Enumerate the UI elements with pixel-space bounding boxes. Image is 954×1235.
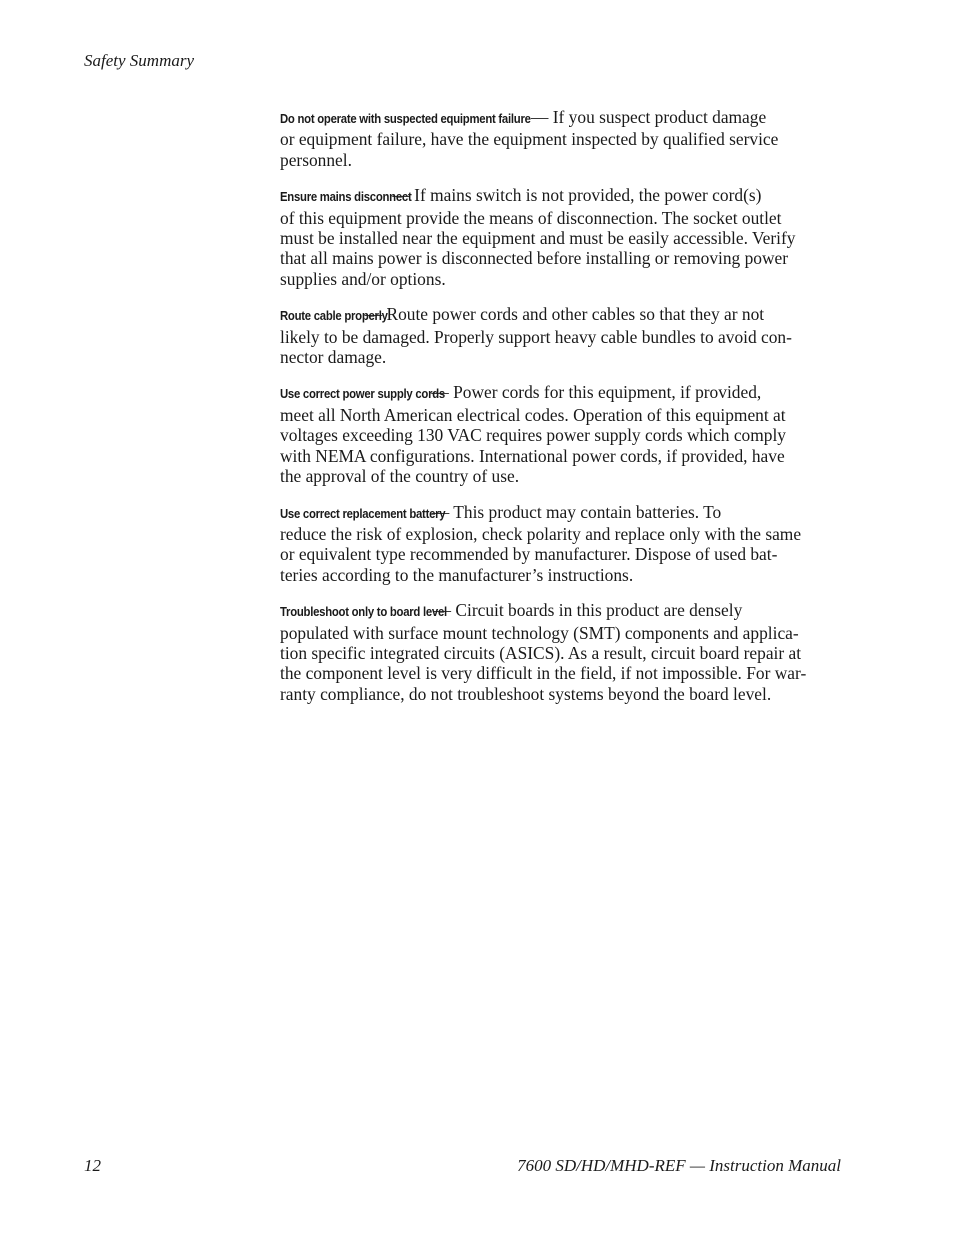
paragraph-lead: Troubleshoot only to board level [280, 604, 447, 620]
paragraph-text-line: the approval of the country of use. [280, 466, 520, 487]
paragraph-text-line: populated with surface mount technology (SMT) components and applica- [280, 622, 799, 643]
paragraph-text-line: with NEMA configurations. International power cords, if provided, have [280, 445, 785, 466]
paragraph-text-line: reduce the risk of explosion, check polarity and replace only with the same [280, 523, 802, 544]
paragraph-text-line: or equivalent type recommended by manufacturer. Dispose of used bat- [280, 544, 778, 565]
paragraph-first-line [280, 304, 840, 326]
manual-title: 7600 SD/HD/MHD-REF — Instruction Manual [517, 1156, 841, 1175]
paragraph-text-line: — This product may contain batteries. To [427, 501, 722, 522]
paragraph-text-line: tion specific integrated circuits (ASICS). As a result, circuit board repair at [280, 642, 802, 663]
paragraph-text-line: personnel. [280, 149, 352, 170]
safety-paragraph [280, 304, 840, 367]
paragraph-text-line: or equipment failure, have the equipment inspected by qualified service [280, 129, 779, 150]
paragraph-text-line: must be installed near the equipment and must be easily accessible. Verify [280, 228, 796, 249]
safety-paragraph [280, 107, 840, 170]
paragraph-text-line: — Circuit boards in this product are densely [429, 600, 743, 621]
paragraph-first-line [280, 382, 840, 404]
paragraph-first-line [280, 107, 840, 129]
paragraph-lead: Route cable properly [280, 308, 388, 324]
paragraph-text-line: teries according to the manufacturer’s instructions. [280, 564, 634, 585]
paragraph-lead: Ensure mains disconnect [280, 189, 412, 205]
paragraph-text-line: — Power cords for this equipment, if provided, [427, 382, 762, 403]
paragraph-text-line: of this equipment provide the means of disconnection. The socket outlet [280, 207, 782, 228]
paragraph-text-line: voltages exceeding 130 VAC requires power supply cords which comply [280, 425, 786, 446]
paragraph-text-line: — Route power cords and other cables so that they ar not [360, 304, 765, 325]
safety-paragraph [280, 185, 840, 289]
paragraph-first-line [280, 600, 840, 622]
paragraph-text-line: supplies and/or options. [280, 268, 446, 289]
page-number: 12 [84, 1156, 101, 1175]
paragraph-text-line: — If you suspect product damage [526, 107, 767, 127]
safety-paragraph [280, 502, 840, 586]
paragraph-lead: Do not operate with suspected equipment failure [280, 111, 531, 126]
paragraph-text-line: — If mains switch is not provided, the power cord(s) [388, 185, 762, 206]
safety-paragraph [280, 600, 840, 704]
paragraph-text-line: meet all North American electrical codes. Operation of this equipment at [280, 404, 786, 425]
running-header: Safety Summary [84, 51, 195, 70]
safety-paragraph [280, 382, 840, 486]
paragraph-text-line: that all mains power is disconnected before installing or removing power [280, 248, 789, 269]
paragraph-lead: Use correct power supply cords [280, 386, 445, 402]
paragraph-text-line: nector damage. [280, 347, 387, 368]
paragraph-text-line: ranty compliance, do not troubleshoot systems beyond the board level. [280, 683, 772, 704]
paragraph-lead: Use correct replacement battery [280, 505, 446, 521]
paragraph-text-line: likely to be damaged. Properly support heavy cable bundles to avoid con- [280, 326, 792, 347]
paragraph-text-line: the component level is very difficult in the field, if not impossible. For war- [280, 663, 807, 684]
paragraph-first-line [280, 502, 840, 524]
safety-body [280, 107, 840, 719]
paragraph-first-line [280, 185, 840, 207]
